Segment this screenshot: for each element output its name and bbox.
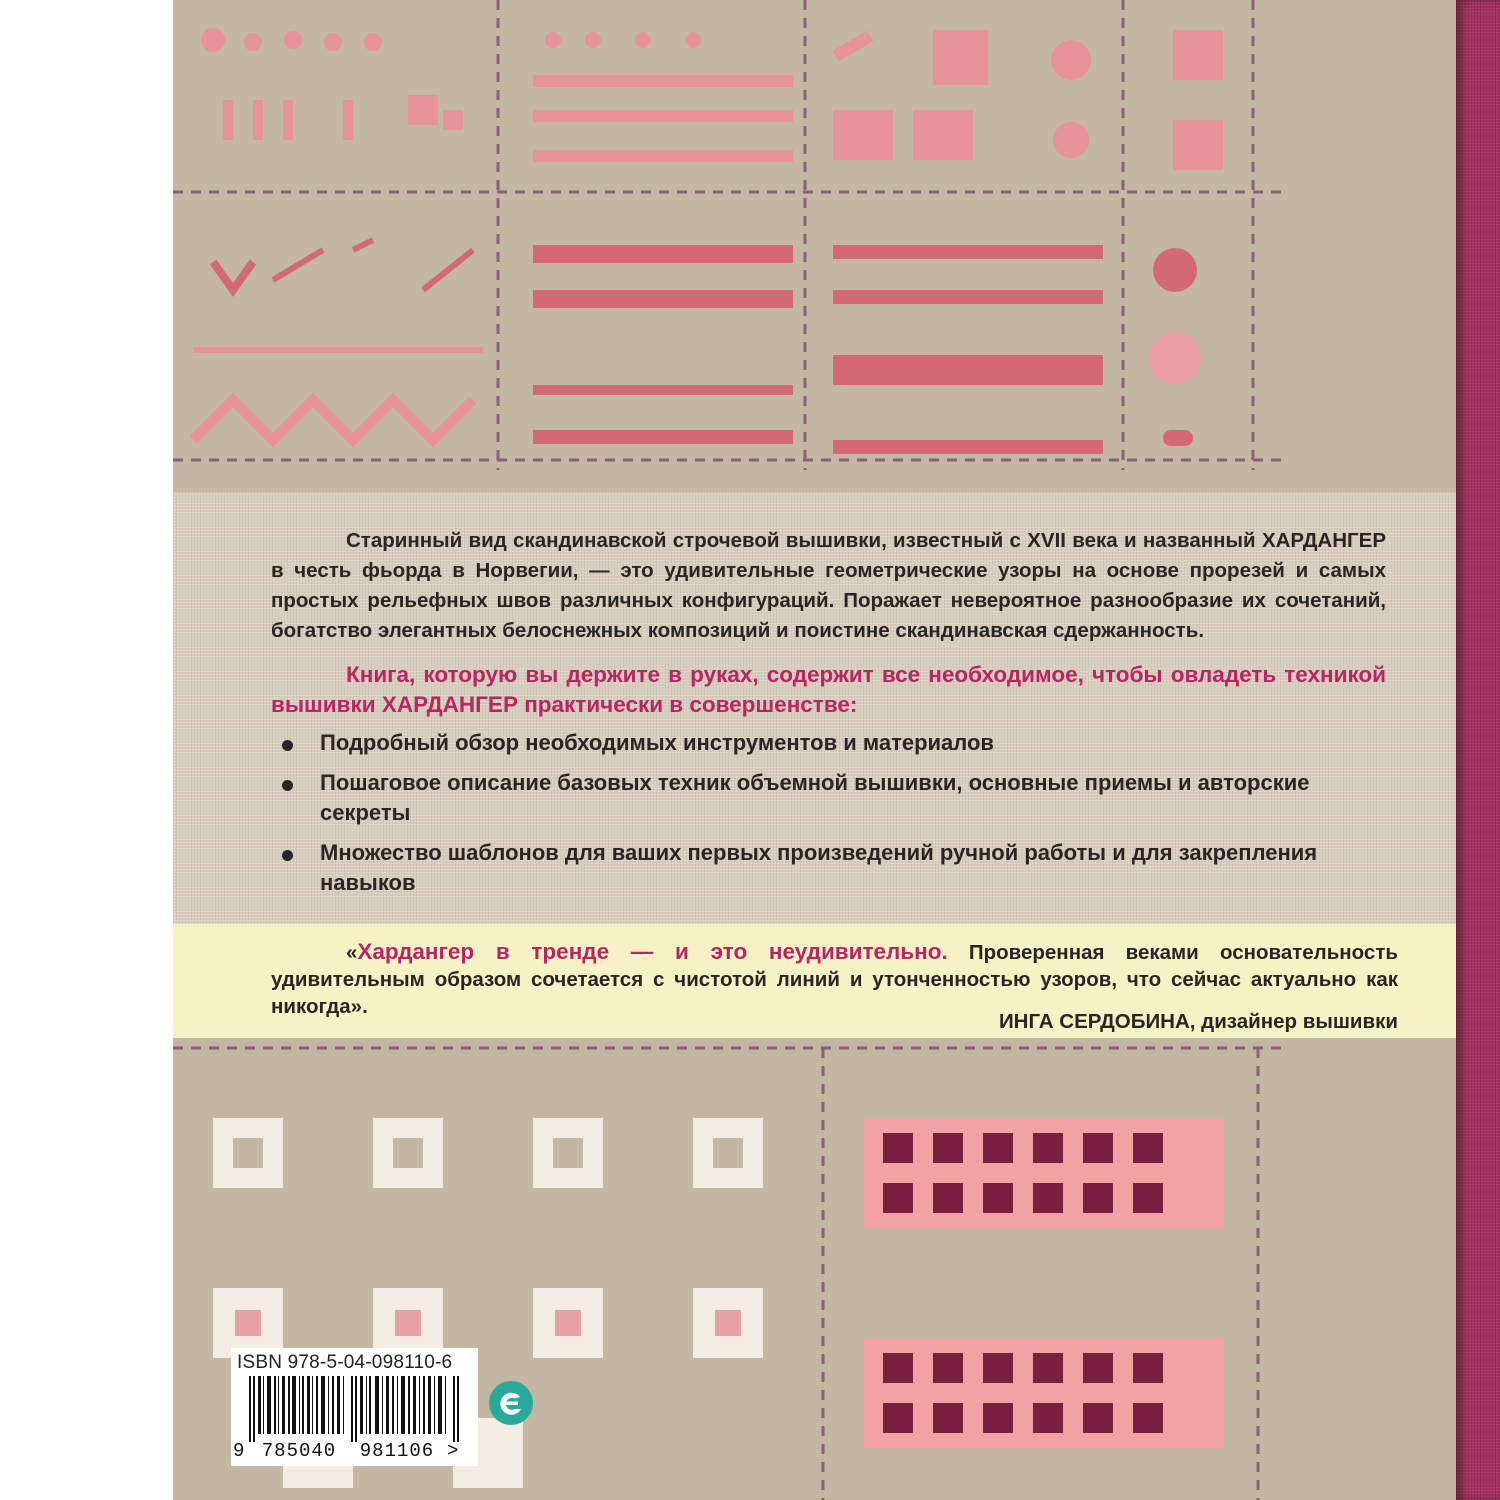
lead-paragraph: Книга, которую вы держите в руках, содержит все необходимое, чтобы овладеть техникой вышивки ХАРДАНГЕР практически в совершенстве:	[271, 662, 1386, 717]
isbn-digits	[231, 1440, 478, 1462]
feature-text: Множество шаблонов для ваших первых произведений ручной работы и для закрепления навыков	[320, 840, 1318, 895]
intro-paragraph: Старинный вид скандинавской строчевой вышивки, известный с XVII века и названный ХАРДАНГЕР в честь фьорда в Норвегии, — это удивительные геометрические узоры на основе прорезей и самых простых рельефных швов различных конфигураций. Поражает невероятное разнообразие их сочетаний, богатство элегантных белоснежных композиций и поистине скандинавская сдержанность.	[271, 529, 1386, 642]
isbn-left-group: 785040	[261, 1440, 337, 1462]
stitch-sampler-illustration	[173, 0, 1456, 492]
feature-item	[282, 728, 1386, 758]
quote-text: Проверенная веками основательность удивительным образом сочетается с чистотой линий и утонченностью узоров, что сейчас актуально как никогда».	[271, 941, 1398, 1018]
quote-panel	[173, 924, 1456, 1038]
feature-text: Подробный обзор необходимых инструментов и материалов	[320, 730, 994, 755]
eksmo-logo-icon	[489, 1381, 533, 1425]
book-back-cover	[173, 0, 1500, 1500]
isbn-end-mark: >	[447, 1440, 460, 1462]
isbn-first-digit: 9	[233, 1440, 246, 1462]
features-list	[271, 728, 1386, 898]
quote-author: ИНГА СЕРДОБИНА, дизайнер вышивки	[998, 1010, 1398, 1033]
quote-paragraph	[271, 938, 1398, 1020]
feature-item	[282, 768, 1386, 828]
embroidery-sampler-photo-top	[173, 0, 1456, 492]
bullet-icon	[282, 850, 293, 861]
isbn-barcode-block	[231, 1348, 478, 1466]
barcode-icon	[249, 1376, 463, 1442]
feature-text: Пошаговое описание базовых техник объемной вышивки, основные приемы и авторские секреты	[320, 770, 1310, 825]
quote-emphasis: Хардангер в тренде — и это неудивительно.	[357, 939, 948, 964]
quote-open-mark: «	[346, 941, 358, 964]
feature-item	[282, 838, 1386, 898]
isbn-label: ISBN 978-5-04-098110-6	[237, 1352, 453, 1373]
spine-fabric-strip	[1456, 0, 1500, 1500]
isbn-right-group: 981106	[359, 1440, 435, 1462]
bullet-icon	[282, 780, 293, 791]
bullet-icon	[282, 740, 293, 751]
description-panel	[173, 492, 1456, 924]
